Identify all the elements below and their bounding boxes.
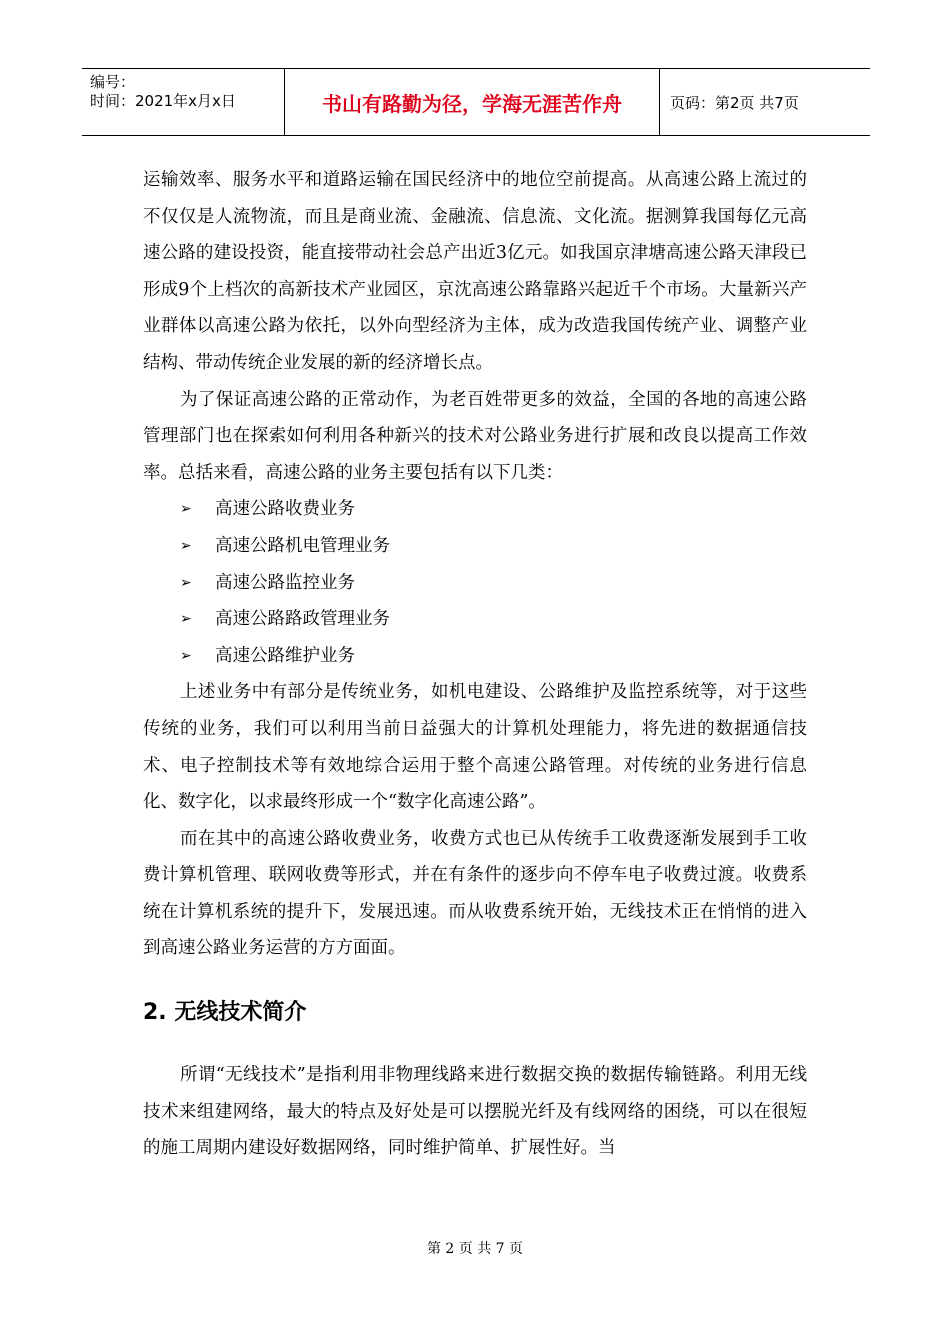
paragraph: 上述业务中有部分是传统业务，如机电建设、公路维护及监控系统等，对于这些传统的业务，我们可以利用当前日益强大的计算机处理能力，将先进的数据通信技术、电子控制技术等有效地综合运用于整个高速公路管理。对传统的业务进行信息化、数字化，以求最终形成一个“数字化高速公路”。: [143, 682, 807, 813]
list-item-text: 高速公路机电管理业务: [215, 535, 390, 556]
list-item: [143, 638, 807, 675]
time-label: 时间：2021年x月x日: [90, 92, 236, 110]
header-motto: 书山有路勤为径，学海无涯苦作舟: [284, 69, 660, 135]
header-page-code: 页码：第2页 共7页: [670, 93, 799, 112]
paragraph: 所谓“无线技术”是指利用非物理线路来进行数据交换的数据传输链路。利用无线技术来组建网络，最大的特点及好处是可以摆脱光纤及有线网络的困绕，可以在很短的施工周期内建设好数据网络，同时维护简单、扩展性好。当: [143, 1065, 807, 1159]
arrow-bullet-icon: ➢: [180, 537, 192, 554]
paragraph: 而在其中的高速公路收费业务，收费方式也已从传统手工收费逐渐发展到手工收费计算机管理、联网收费等形式，并在有条件的逐步向不停车电子收费过渡。收费系统在计算机系统的提升下，发展迅速。而从收费系统开始，无线技术正在悄悄的进入到高速公路业务运营的方方面面。: [143, 828, 807, 959]
document-body: [143, 162, 807, 1167]
business-list: [143, 491, 807, 674]
serial-label: 编号：: [90, 73, 136, 91]
section-heading: 2. 无线技术简介: [143, 1000, 307, 1026]
list-item: [143, 601, 807, 638]
arrow-bullet-icon: ➢: [180, 574, 192, 591]
list-item-text: 高速公路收费业务: [215, 499, 355, 520]
header-left-cell: [82, 69, 284, 135]
paragraph: 运输效率、服务水平和道路运输在国民经济中的地位空前提高。从高速公路上流过的不仅仅是人流物流，而且是商业流、金融流、信息流、文化流。据测算我国每亿元高速公路的建设投资，能直接带动社会总产出近3亿元。如我国京津塘高速公路天津段已形成9个上档次的高新技术产业园区，京沈高速公路靠路兴起近千个市场。大量新兴产业群体以高速公路为依托，以外向型经济为主体，成为改造我国传统产业、调整产业结构、带动传统企业发展的新的经济增长点。: [143, 170, 807, 373]
list-item-text: 高速公路维护业务: [215, 645, 355, 666]
list-item: [143, 528, 807, 565]
page-footer: 第 2 页 共 7 页: [426, 1241, 524, 1257]
list-item-text: 高速公路路政管理业务: [215, 609, 390, 630]
paragraph: 为了保证高速公路的正常动作，为老百姓带更多的效益，全国的各地的高速公路管理部门也在探索如何利用各种新兴的技术对公路业务进行扩展和改良以提高工作效率。总括来看，高速公路的业务主要包括有以下几类：: [143, 389, 807, 483]
arrow-bullet-icon: ➢: [180, 501, 192, 518]
arrow-bullet-icon: ➢: [180, 611, 192, 628]
list-item-text: 高速公路监控业务: [215, 572, 355, 593]
list-item: [143, 565, 807, 602]
arrow-bullet-icon: ➢: [180, 647, 192, 664]
list-item: [143, 491, 807, 528]
page-header: [82, 68, 870, 136]
